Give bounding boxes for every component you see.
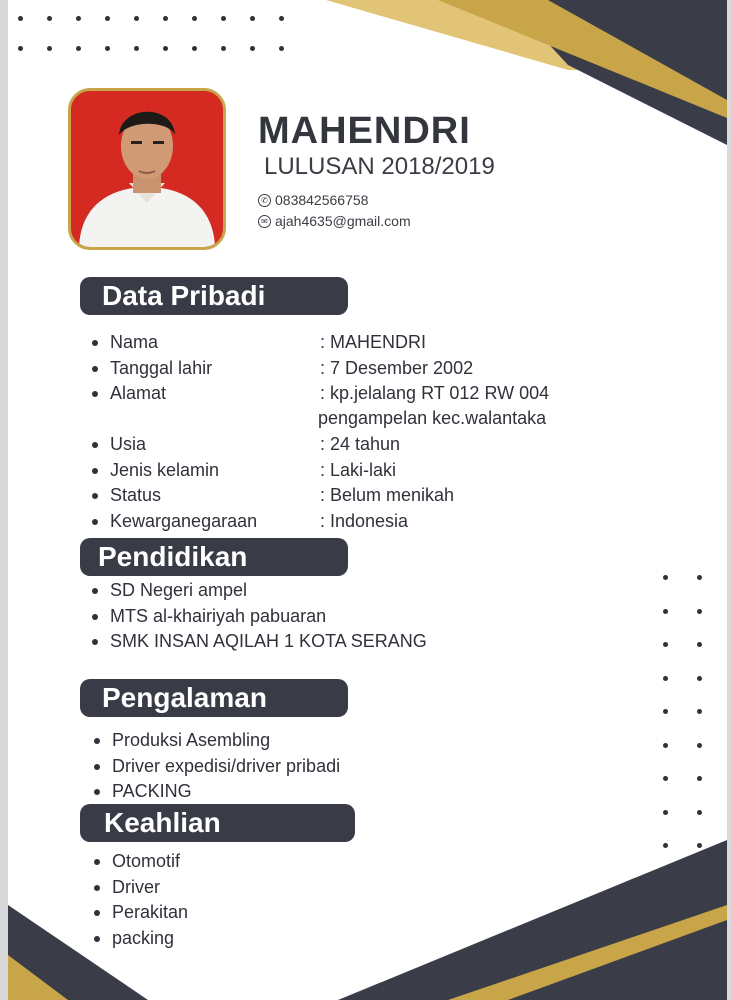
decor-dot — [697, 743, 702, 748]
decor-dot — [192, 16, 197, 21]
dot-pattern-top — [18, 16, 288, 60]
decor-dot — [134, 46, 139, 51]
skills-list — [90, 849, 188, 951]
decor-dot — [663, 575, 668, 580]
section-title-experience: Pengalaman — [80, 679, 348, 717]
dot-pattern-right — [663, 575, 713, 860]
decor-dot — [663, 609, 668, 614]
list-item: packing — [90, 926, 188, 952]
list-item: Otomotif — [90, 849, 188, 875]
decor-dot — [18, 16, 23, 21]
decor-dot — [663, 843, 668, 848]
row-label: Kewarganegaraan — [110, 510, 258, 531]
list-item — [88, 356, 549, 382]
email-icon: ✉ — [258, 215, 271, 228]
row-label: Jenis kelamin — [110, 459, 220, 480]
profile-photo — [68, 88, 226, 250]
candidate-name: MAHENDRI — [258, 110, 471, 152]
row-value: : Belum menikah — [320, 485, 455, 505]
list-item — [88, 458, 549, 484]
list-item — [88, 330, 549, 356]
row-value-continued: pengampelan kec.walantaka — [318, 408, 547, 428]
list-item — [88, 381, 549, 432]
decor-dot — [105, 46, 110, 51]
list-item: MTS al-khairiyah pabuaran — [88, 604, 427, 630]
email-address: ajah4635@gmail.com — [275, 213, 411, 229]
decor-dot — [76, 16, 81, 21]
list-item — [88, 483, 549, 509]
decor-dot — [105, 16, 110, 21]
row-value: : kp.jelalang RT 012 RW 004 — [320, 383, 550, 403]
personal-data-list — [88, 330, 549, 534]
decor-dot — [47, 16, 52, 21]
decor-dot — [163, 16, 168, 21]
decor-dot — [697, 810, 702, 815]
decor-dot — [250, 16, 255, 21]
decor-dot — [663, 810, 668, 815]
decor-dot — [697, 676, 702, 681]
list-item: SMK INSAN AQILAH 1 KOTA SERANG — [88, 629, 427, 655]
row-value: : Indonesia — [320, 510, 409, 531]
decor-dot — [192, 46, 197, 51]
decor-dot — [279, 46, 284, 51]
list-item: Driver expedisi/driver pribadi — [90, 754, 340, 780]
decor-dot — [76, 46, 81, 51]
decor-dot — [279, 16, 284, 21]
list-item: SD Negeri ampel — [88, 578, 427, 604]
decor-dot — [663, 642, 668, 647]
education-list — [88, 578, 427, 655]
list-item — [88, 432, 549, 458]
decor-dot — [163, 46, 168, 51]
row-label: Alamat — [110, 383, 167, 403]
row-label: Status — [110, 485, 162, 505]
decor-dot — [663, 676, 668, 681]
decor-dot — [697, 843, 702, 848]
row-label: Usia — [110, 434, 147, 454]
contact-phone — [258, 192, 368, 208]
row-label: Nama — [110, 332, 159, 352]
list-item: Driver — [90, 875, 188, 901]
row-value: : MAHENDRI — [320, 332, 427, 352]
decor-dot — [134, 16, 139, 21]
decor-dot — [663, 776, 668, 781]
row-label: Tanggal lahir — [110, 357, 213, 378]
decor-dot — [663, 709, 668, 714]
section-title-personal: Data Pribadi — [80, 277, 348, 315]
decor-dot — [697, 709, 702, 714]
cv-page — [8, 0, 727, 1000]
decor-dot — [697, 642, 702, 647]
decor-dot — [18, 46, 23, 51]
section-title-education: Pendidikan — [80, 538, 348, 576]
list-item: Produksi Asembling — [90, 728, 340, 754]
decor-dot — [221, 46, 226, 51]
row-value: : 7 Desember 2002 — [320, 357, 474, 378]
contact-email — [258, 213, 411, 229]
phone-number: 083842566758 — [275, 192, 369, 208]
decor-dot — [697, 575, 702, 580]
decor-dot — [47, 46, 52, 51]
row-value: : 24 tahun — [320, 434, 401, 454]
experience-list — [90, 728, 340, 805]
section-title-skills: Keahlian — [80, 804, 355, 842]
graduation-subtitle: LULUSAN 2018/2019 — [264, 153, 495, 180]
phone-icon: ✆ — [258, 194, 271, 207]
row-value: : Laki-laki — [320, 459, 397, 480]
list-item — [88, 509, 549, 535]
decor-dot — [697, 609, 702, 614]
list-item: Perakitan — [90, 900, 188, 926]
decor-dot — [221, 16, 226, 21]
decor-dot — [663, 743, 668, 748]
decor-dot — [697, 776, 702, 781]
list-item: PACKING — [90, 779, 340, 805]
decor-dot — [250, 46, 255, 51]
